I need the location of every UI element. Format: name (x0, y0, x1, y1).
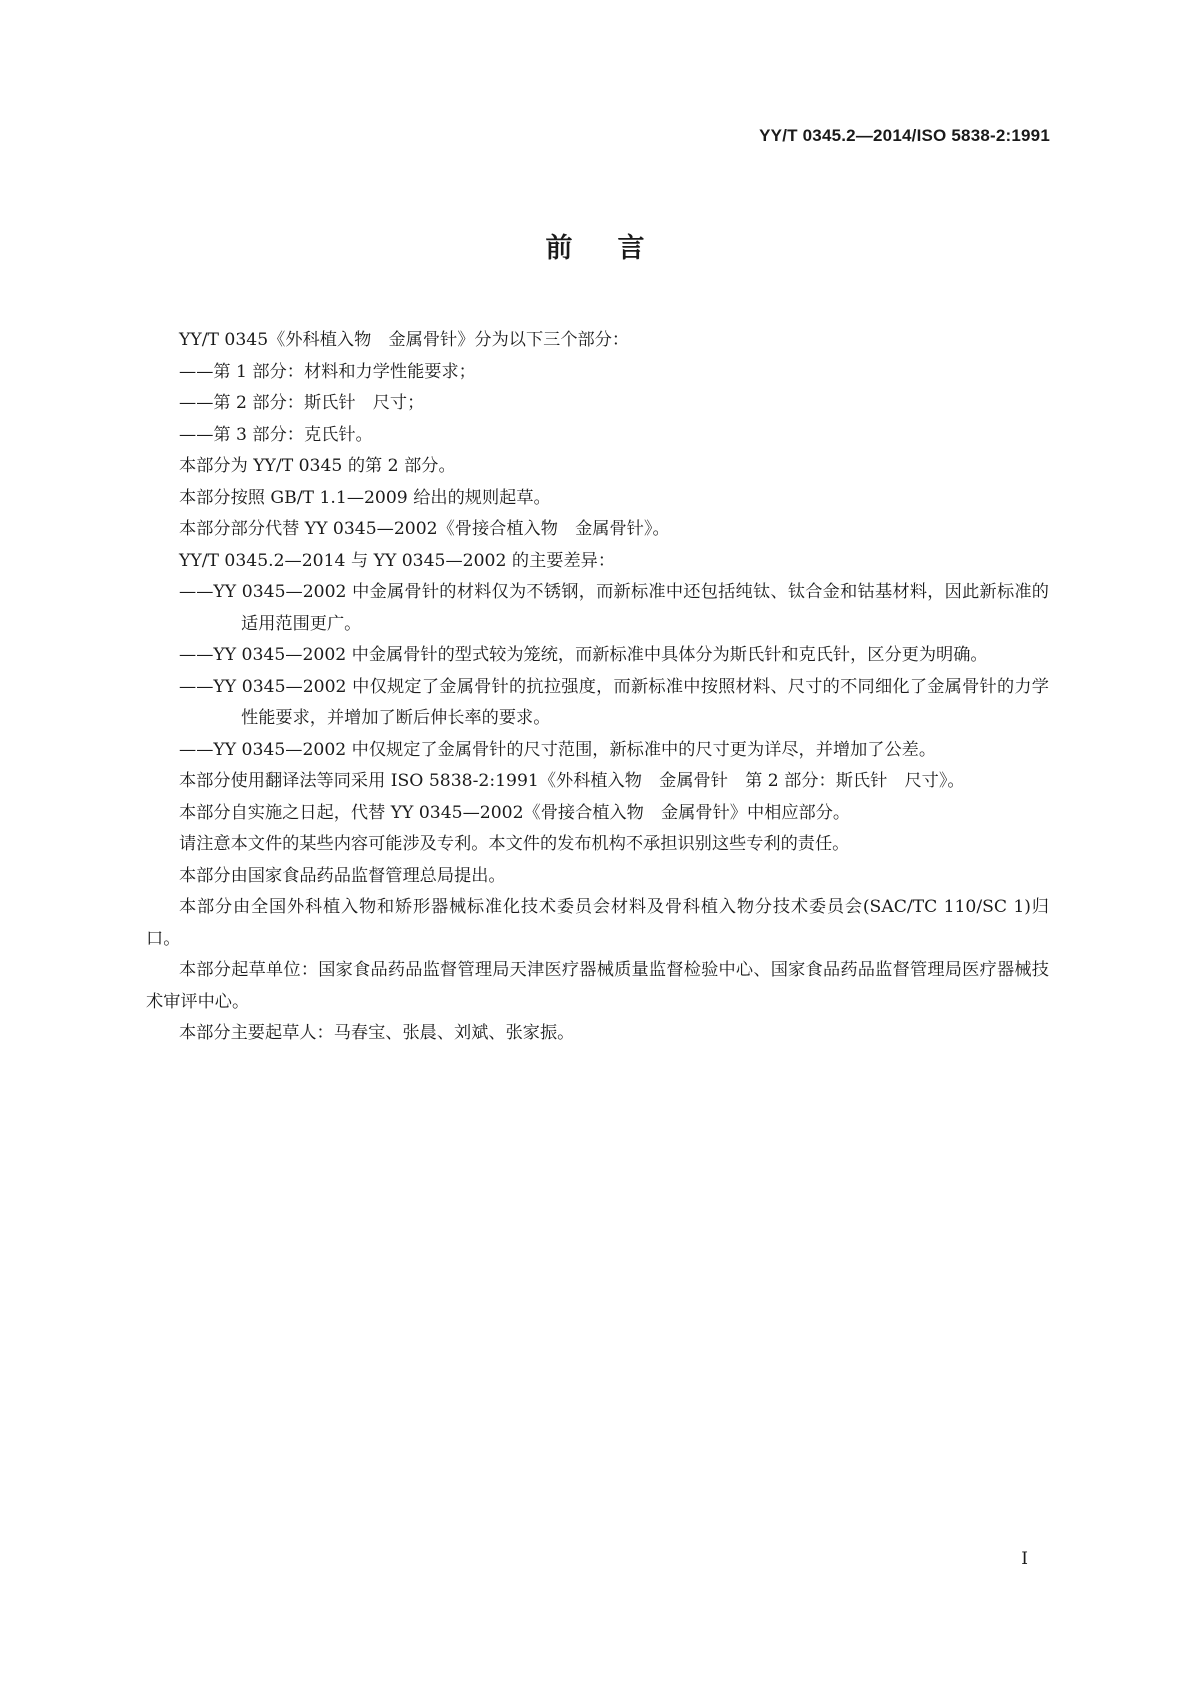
part-list-item: ——第 1 部分：材料和力学性能要求； (179, 361, 476, 382)
part-list-item: ——第 2 部分：斯氏针 尺寸； (179, 393, 425, 413)
foreword-body (146, 325, 1049, 1050)
page-number: I (1021, 1549, 1028, 1569)
paragraph: 请注意本文件的某些内容可能涉及专利。本文件的发布机构不承担识别这些专利的责任。 (179, 834, 850, 854)
paragraph: 本部分为 YY/T 0345 的第 2 部分。 (179, 456, 456, 476)
intro-paragraph: YY/T 0345《外科植入物 金属骨针》分为以下三个部分： (179, 330, 630, 350)
standard-number: YY/T 0345.2—2014/ISO 5838-2:1991 (759, 126, 1050, 145)
paragraph: 本部分由国家食品药品监督管理总局提出。 (179, 865, 506, 886)
paragraph: 本部分由全国外科植入物和矫形器械标准化技术委员会材料及骨科植入物分技术委员会(SAC/TC 110/SC 1)归口。 (146, 897, 1049, 949)
difference-list-item: ——YY 0345—2002 中仅规定了金属骨针的抗拉强度，而新标准中按照材料、尺寸的不同细化了金属骨针的力学性能要求，并增加了断后伸长率的要求。 (179, 676, 1049, 728)
paragraph: YY/T 0345.2—2014 与 YY 0345—2002 的主要差异： (179, 550, 616, 571)
paragraph: 本部分按照 GB/T 1.1—2009 给出的规则起草。 (179, 487, 551, 508)
paragraph: 本部分自实施之日起，代替 YY 0345—2002《骨接合植入物 金属骨针》中相应部分。 (179, 802, 851, 823)
part-list-item: ——第 3 部分：克氏针。 (179, 424, 373, 445)
difference-list-item: ——YY 0345—2002 中金属骨针的材料仅为不锈钢，而新标准中还包括纯钛、钛合金和钴基材料，因此新标准的适用范围更广。 (179, 582, 1049, 634)
page-title (0, 226, 1191, 265)
difference-list-item: ——YY 0345—2002 中仅规定了金属骨针的尺寸范围，新标准中的尺寸更为详尽，并增加了公差。 (179, 739, 937, 760)
title-char-2: 言 (617, 233, 646, 264)
title-char-1: 前 (545, 233, 574, 264)
paragraph: 本部分部分代替 YY 0345—2002《骨接合植入物 金属骨针》。 (179, 519, 670, 539)
paragraph: 本部分主要起草人：马春宝、张晨、刘斌、张家振。 (179, 1023, 575, 1043)
paragraph: 本部分起草单位：国家食品药品监督管理局天津医疗器械质量监督检验中心、国家食品药品监督管理局医疗器械技术审评中心。 (146, 960, 1049, 1012)
paragraph: 本部分使用翻译法等同采用 ISO 5838-2:1991《外科植入物 金属骨针 第 2 部分：斯氏针 尺寸》。 (179, 771, 965, 791)
difference-list-item: ——YY 0345—2002 中金属骨针的型式较为笼统，而新标准中具体分为斯氏针和克氏针，区分更为明确。 (179, 645, 988, 665)
